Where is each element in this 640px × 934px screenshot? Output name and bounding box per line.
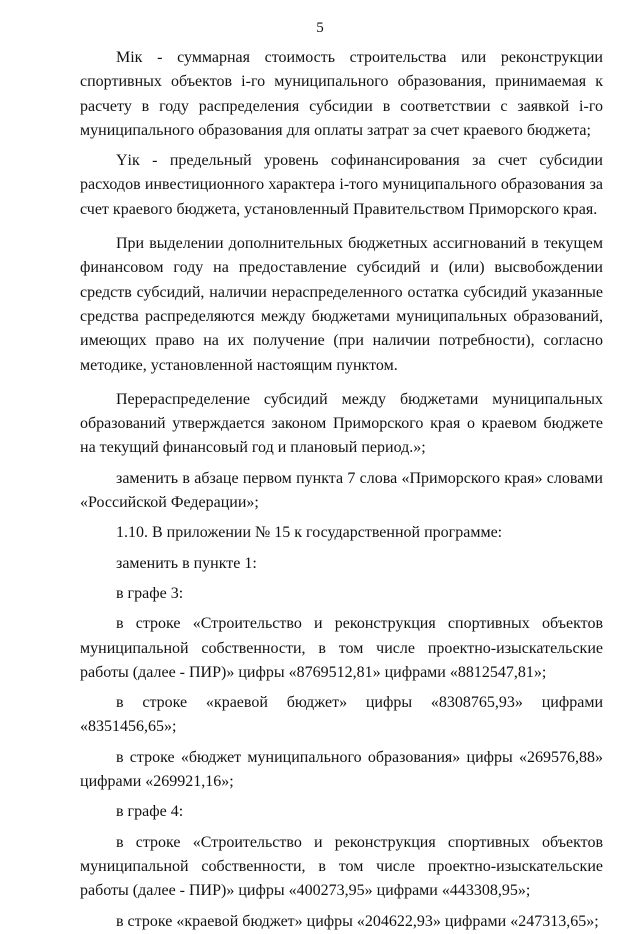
paragraph-replace-point-1: заменить в пункте 1:: [116, 554, 257, 572]
paragraph-additional-allocations: При выделении дополнительных бюджетных ассигнований в текущем финансовом году на предоставление субсидий и (или) высвобождении средств субсидий, наличии нераспределенного остатка субсидий указанные средства распределяются между бюджетами муниципальных образований, имеющих право на их получение (при наличии потребности), согласно методике, установленной настоящим пунктом.: [80, 235, 603, 374]
paragraph-mik-definition: Мік - суммарная стоимость строительства или реконструкции спортивных объектов і-го муниципального образования, принимаемая к расчету в году распределения субсидии в соответствии с заявкой і-го муниципального образования для оплаты затрат за счет краевого бюджета;: [80, 49, 603, 139]
paragraph-redistribution: Перераспределение субсидий между бюджетами муниципальных образований утверждается законом Приморского края о краевом бюджете на текущий финансовый год и плановый период.»;: [80, 390, 603, 457]
paragraph-col3-construction-row: в строке «Строительство и реконструкция спортивных объектов муниципальной собственности, в том числе проектно-изыскательские работы (далее - ПИР)» цифры «8769512,81» цифрами «8812547,81»;: [80, 615, 603, 681]
page-number: 5: [316, 20, 324, 36]
paragraph-column-4: в графе 4:: [116, 803, 184, 821]
paragraph-replace-point-7: заменить в абзаце первом пункта 7 слова «Приморского края» словами «Российской Федерации»;: [80, 469, 603, 512]
paragraph-appendix-15: 1.10. В приложении № 15 к государственной программе:: [116, 524, 503, 542]
paragraph-col3-municipal-budget: в строке «бюджет муниципального образования» цифры «269576,88» цифрами «269921,16»;: [80, 748, 603, 791]
paragraph-yik-definition: Yік - предельный уровень софинансирования за счет субсидии расходов инвестиционного характера і-того муниципального образования за счет краевого бюджета, установленный Правительством Приморского края.: [80, 152, 603, 218]
paragraph-col3-regional-budget: в строке «краевой бюджет» цифры «8308765,93» цифрами «8351456,65»;: [80, 694, 603, 736]
document-body: [80, 46, 603, 934]
paragraph-col4-construction-row: в строке «Строительство и реконструкция спортивных объектов муниципальной собственности, в том числе проектно-изыскательские работы (далее - ПИР)» цифры «400273,95» цифрами «443308,95»;: [80, 833, 603, 900]
paragraph-col4-regional-budget: в строке «краевой бюджет» цифры «204622,93» цифрами «247313,65»;: [116, 912, 599, 930]
paragraph-column-3: в графе 3:: [116, 584, 184, 602]
